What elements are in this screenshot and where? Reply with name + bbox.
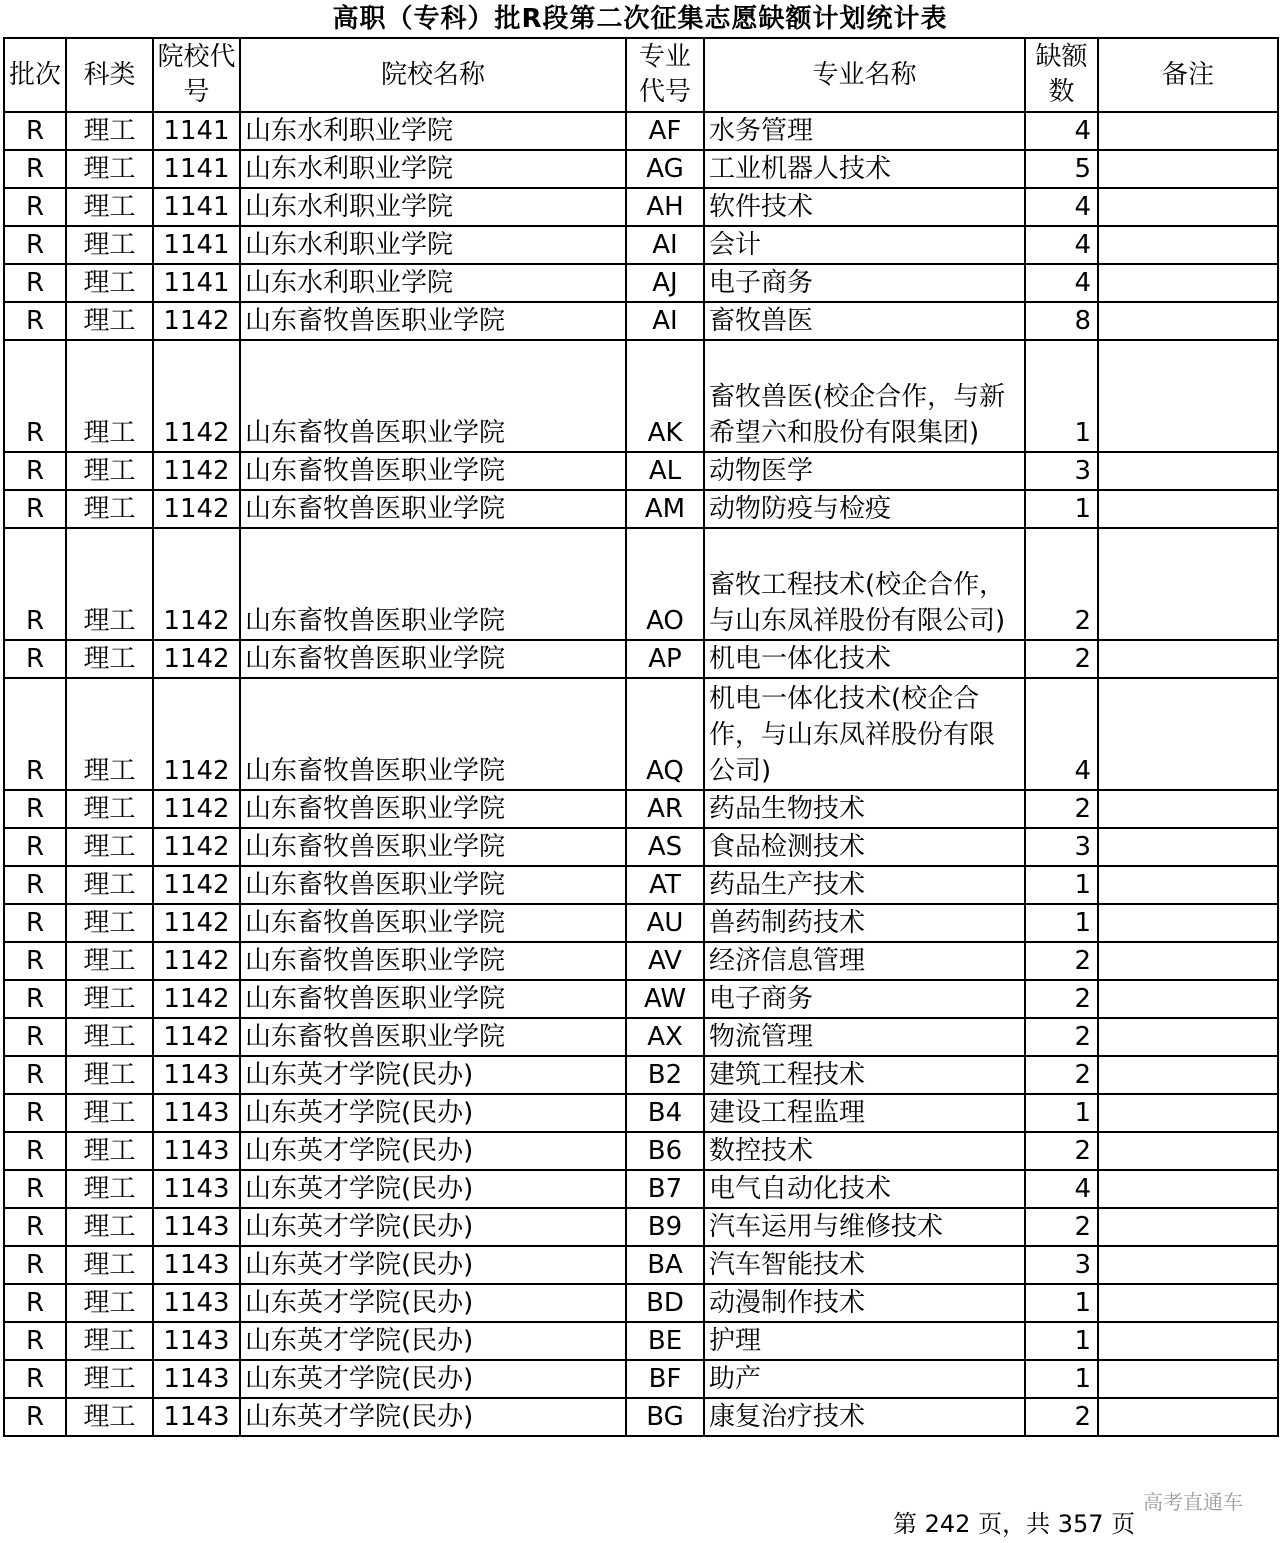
cell-school-name: 山东畜牧兽医职业学院: [240, 866, 626, 904]
cell-major-name: 汽车智能技术: [704, 1246, 1025, 1284]
table-row: [4, 1094, 1278, 1132]
cell-vacancies: 2: [1025, 640, 1098, 678]
cell-school-code: 1142: [153, 790, 240, 828]
table-row: [4, 1056, 1278, 1094]
cell-remarks: [1098, 264, 1278, 302]
cell-category: 理工: [66, 452, 153, 490]
cell-major-code: AR: [626, 790, 704, 828]
cell-batch: R: [4, 490, 66, 528]
cell-major-code: AT: [626, 866, 704, 904]
cell-major-name: 经济信息管理: [704, 942, 1025, 980]
cell-remarks: [1098, 112, 1278, 150]
cell-batch: R: [4, 1360, 66, 1398]
cell-school-name: 山东英才学院(民办): [240, 1208, 626, 1246]
cell-school-code: 1143: [153, 1246, 240, 1284]
cell-major-code: AM: [626, 490, 704, 528]
cell-school-name: 山东畜牧兽医职业学院: [240, 942, 626, 980]
cell-batch: R: [4, 528, 66, 640]
cell-major-code: BG: [626, 1398, 704, 1436]
cell-major-code: BE: [626, 1322, 704, 1360]
cell-school-name: 山东水利职业学院: [240, 112, 626, 150]
watermark: 高考直通车: [1143, 1490, 1243, 1514]
cell-remarks: [1098, 1322, 1278, 1360]
cell-major-name: 数控技术: [704, 1132, 1025, 1170]
cell-school-name: 山东水利职业学院: [240, 188, 626, 226]
cell-vacancies: 2: [1025, 1056, 1098, 1094]
cell-remarks: [1098, 866, 1278, 904]
cell-school-name: 山东水利职业学院: [240, 150, 626, 188]
table-row: [4, 112, 1278, 150]
cell-school-code: 1143: [153, 1208, 240, 1246]
cell-batch: R: [4, 678, 66, 790]
cell-major-code: AI: [626, 302, 704, 340]
cell-category: 理工: [66, 1246, 153, 1284]
cell-batch: R: [4, 340, 66, 452]
cell-vacancies: 1: [1025, 490, 1098, 528]
cell-major-name: 食品检测技术: [704, 828, 1025, 866]
cell-batch: R: [4, 188, 66, 226]
cell-school-code: 1141: [153, 150, 240, 188]
cell-school-name: 山东畜牧兽医职业学院: [240, 980, 626, 1018]
cell-vacancies: 2: [1025, 942, 1098, 980]
cell-school-name: 山东畜牧兽医职业学院: [240, 640, 626, 678]
cell-major-code: B2: [626, 1056, 704, 1094]
cell-remarks: [1098, 1208, 1278, 1246]
cell-category: 理工: [66, 790, 153, 828]
cell-batch: R: [4, 452, 66, 490]
table-row: [4, 640, 1278, 678]
table-row: [4, 790, 1278, 828]
cell-batch: R: [4, 1132, 66, 1170]
cell-remarks: [1098, 1132, 1278, 1170]
cell-category: 理工: [66, 1284, 153, 1322]
cell-major-code: AG: [626, 150, 704, 188]
cell-vacancies: 3: [1025, 1246, 1098, 1284]
cell-school-code: 1142: [153, 640, 240, 678]
cell-major-name: 水务管理: [704, 112, 1025, 150]
cell-vacancies: 2: [1025, 1208, 1098, 1246]
cell-batch: R: [4, 150, 66, 188]
cell-remarks: [1098, 640, 1278, 678]
header-remarks: 备注: [1098, 38, 1278, 112]
cell-major-code: AH: [626, 188, 704, 226]
cell-school-name: 山东畜牧兽医职业学院: [240, 452, 626, 490]
cell-category: 理工: [66, 678, 153, 790]
cell-major-name: 药品生物技术: [704, 790, 1025, 828]
cell-remarks: [1098, 1284, 1278, 1322]
cell-vacancies: 1: [1025, 1322, 1098, 1360]
cell-school-code: 1142: [153, 528, 240, 640]
cell-batch: R: [4, 302, 66, 340]
cell-remarks: [1098, 1246, 1278, 1284]
cell-batch: R: [4, 226, 66, 264]
cell-remarks: [1098, 226, 1278, 264]
cell-category: 理工: [66, 1132, 153, 1170]
cell-category: 理工: [66, 264, 153, 302]
cell-remarks: [1098, 678, 1278, 790]
cell-batch: R: [4, 1208, 66, 1246]
cell-major-name: 畜牧兽医(校企合作，与新希望六和股份有限集团): [704, 340, 1025, 452]
table-row: [4, 452, 1278, 490]
cell-major-name: 畜牧兽医: [704, 302, 1025, 340]
cell-school-code: 1142: [153, 340, 240, 452]
cell-school-code: 1141: [153, 264, 240, 302]
cell-vacancies: 4: [1025, 112, 1098, 150]
cell-major-code: AF: [626, 112, 704, 150]
cell-category: 理工: [66, 1208, 153, 1246]
cell-major-name: 物流管理: [704, 1018, 1025, 1056]
cell-school-code: 1142: [153, 828, 240, 866]
cell-category: 理工: [66, 980, 153, 1018]
cell-major-code: AQ: [626, 678, 704, 790]
cell-major-code: B7: [626, 1170, 704, 1208]
table-row: [4, 828, 1278, 866]
table-row: [4, 150, 1278, 188]
cell-major-code: AJ: [626, 264, 704, 302]
cell-batch: R: [4, 640, 66, 678]
table-row: [4, 1246, 1278, 1284]
cell-batch: R: [4, 866, 66, 904]
cell-major-name: 会计: [704, 226, 1025, 264]
cell-vacancies: 3: [1025, 828, 1098, 866]
table-row: [4, 1018, 1278, 1056]
cell-major-code: AV: [626, 942, 704, 980]
cell-remarks: [1098, 1094, 1278, 1132]
table-row: [4, 1322, 1278, 1360]
cell-major-code: AU: [626, 904, 704, 942]
vacancy-table: [3, 37, 1279, 1437]
cell-major-name: 助产: [704, 1360, 1025, 1398]
cell-batch: R: [4, 112, 66, 150]
cell-batch: R: [4, 828, 66, 866]
cell-category: 理工: [66, 490, 153, 528]
cell-major-code: BF: [626, 1360, 704, 1398]
cell-school-name: 山东英才学院(民办): [240, 1284, 626, 1322]
cell-category: 理工: [66, 302, 153, 340]
cell-vacancies: 3: [1025, 452, 1098, 490]
table-row: [4, 866, 1278, 904]
cell-major-code: BA: [626, 1246, 704, 1284]
cell-major-code: AS: [626, 828, 704, 866]
cell-batch: R: [4, 1322, 66, 1360]
cell-major-name: 康复治疗技术: [704, 1398, 1025, 1436]
table-row: [4, 1284, 1278, 1322]
cell-school-code: 1142: [153, 980, 240, 1018]
cell-school-code: 1142: [153, 302, 240, 340]
cell-major-code: AI: [626, 226, 704, 264]
cell-school-code: 1141: [153, 226, 240, 264]
cell-school-name: 山东畜牧兽医职业学院: [240, 302, 626, 340]
header-major-name: 专业名称: [704, 38, 1025, 112]
cell-major-code: B9: [626, 1208, 704, 1246]
table-row: [4, 678, 1278, 790]
cell-remarks: [1098, 188, 1278, 226]
cell-major-code: AP: [626, 640, 704, 678]
cell-school-code: 1143: [153, 1170, 240, 1208]
cell-batch: R: [4, 1246, 66, 1284]
cell-vacancies: 4: [1025, 678, 1098, 790]
cell-remarks: [1098, 528, 1278, 640]
cell-remarks: [1098, 1018, 1278, 1056]
cell-school-code: 1142: [153, 866, 240, 904]
cell-major-code: AX: [626, 1018, 704, 1056]
header-major-code: 专业代号: [626, 38, 704, 112]
cell-school-name: 山东畜牧兽医职业学院: [240, 790, 626, 828]
cell-remarks: [1098, 302, 1278, 340]
cell-vacancies: 4: [1025, 1170, 1098, 1208]
cell-remarks: [1098, 828, 1278, 866]
cell-remarks: [1098, 340, 1278, 452]
table-row: [4, 226, 1278, 264]
cell-vacancies: 4: [1025, 226, 1098, 264]
table-row: [4, 528, 1278, 640]
cell-school-name: 山东畜牧兽医职业学院: [240, 1018, 626, 1056]
cell-batch: R: [4, 1018, 66, 1056]
table-row: [4, 490, 1278, 528]
cell-school-name: 山东英才学院(民办): [240, 1322, 626, 1360]
cell-school-code: 1143: [153, 1322, 240, 1360]
cell-major-code: AW: [626, 980, 704, 1018]
cell-vacancies: 2: [1025, 528, 1098, 640]
cell-school-name: 山东畜牧兽医职业学院: [240, 904, 626, 942]
cell-major-code: B4: [626, 1094, 704, 1132]
cell-school-name: 山东畜牧兽医职业学院: [240, 528, 626, 640]
cell-vacancies: 5: [1025, 150, 1098, 188]
table-row: [4, 340, 1278, 452]
cell-batch: R: [4, 1056, 66, 1094]
cell-school-name: 山东英才学院(民办): [240, 1170, 626, 1208]
cell-remarks: [1098, 1398, 1278, 1436]
cell-school-code: 1143: [153, 1284, 240, 1322]
cell-category: 理工: [66, 904, 153, 942]
cell-major-name: 工业机器人技术: [704, 150, 1025, 188]
cell-remarks: [1098, 980, 1278, 1018]
cell-category: 理工: [66, 1322, 153, 1360]
cell-school-name: 山东英才学院(民办): [240, 1246, 626, 1284]
cell-school-code: 1143: [153, 1398, 240, 1436]
cell-remarks: [1098, 490, 1278, 528]
cell-school-code: 1142: [153, 904, 240, 942]
cell-category: 理工: [66, 1056, 153, 1094]
cell-major-name: 汽车运用与维修技术: [704, 1208, 1025, 1246]
cell-remarks: [1098, 452, 1278, 490]
page-footer: 第 242 页，共 357 页: [893, 1510, 1136, 1538]
cell-major-name: 动物医学: [704, 452, 1025, 490]
cell-category: 理工: [66, 1360, 153, 1398]
cell-school-code: 1143: [153, 1094, 240, 1132]
header-school-name: 院校名称: [240, 38, 626, 112]
cell-school-name: 山东英才学院(民办): [240, 1094, 626, 1132]
cell-remarks: [1098, 150, 1278, 188]
table-row: [4, 1170, 1278, 1208]
cell-school-name: 山东英才学院(民办): [240, 1132, 626, 1170]
cell-remarks: [1098, 1360, 1278, 1398]
cell-school-name: 山东水利职业学院: [240, 226, 626, 264]
cell-category: 理工: [66, 640, 153, 678]
table-row: [4, 1360, 1278, 1398]
cell-school-name: 山东畜牧兽医职业学院: [240, 678, 626, 790]
cell-school-code: 1143: [153, 1056, 240, 1094]
cell-remarks: [1098, 790, 1278, 828]
cell-category: 理工: [66, 1170, 153, 1208]
cell-major-name: 建设工程监理: [704, 1094, 1025, 1132]
cell-major-name: 畜牧工程技术(校企合作，与山东凤祥股份有限公司): [704, 528, 1025, 640]
cell-vacancies: 2: [1025, 1018, 1098, 1056]
cell-school-name: 山东水利职业学院: [240, 264, 626, 302]
cell-vacancies: 2: [1025, 790, 1098, 828]
cell-major-name: 护理: [704, 1322, 1025, 1360]
cell-category: 理工: [66, 866, 153, 904]
cell-batch: R: [4, 1398, 66, 1436]
cell-category: 理工: [66, 828, 153, 866]
table-row: [4, 1132, 1278, 1170]
table-row: [4, 188, 1278, 226]
cell-school-code: 1141: [153, 188, 240, 226]
cell-vacancies: 8: [1025, 302, 1098, 340]
cell-category: 理工: [66, 150, 153, 188]
cell-category: 理工: [66, 942, 153, 980]
cell-major-name: 电子商务: [704, 264, 1025, 302]
header-batch: 批次: [4, 38, 66, 112]
cell-vacancies: 1: [1025, 1094, 1098, 1132]
header-category: 科类: [66, 38, 153, 112]
cell-school-code: 1142: [153, 942, 240, 980]
cell-remarks: [1098, 942, 1278, 980]
table-row: [4, 302, 1278, 340]
cell-school-code: 1142: [153, 490, 240, 528]
table-row: [4, 904, 1278, 942]
cell-batch: R: [4, 1094, 66, 1132]
cell-category: 理工: [66, 1094, 153, 1132]
table-row: [4, 980, 1278, 1018]
cell-major-name: 软件技术: [704, 188, 1025, 226]
cell-vacancies: 2: [1025, 1132, 1098, 1170]
cell-vacancies: 1: [1025, 1284, 1098, 1322]
cell-batch: R: [4, 942, 66, 980]
cell-major-code: AO: [626, 528, 704, 640]
cell-category: 理工: [66, 226, 153, 264]
header-school-code: 院校代号: [153, 38, 240, 112]
table-body: [4, 112, 1278, 1436]
cell-category: 理工: [66, 528, 153, 640]
cell-school-name: 山东畜牧兽医职业学院: [240, 490, 626, 528]
cell-vacancies: 4: [1025, 264, 1098, 302]
header-vacancies: 缺额数: [1025, 38, 1098, 112]
cell-major-name: 动物防疫与检疫: [704, 490, 1025, 528]
cell-school-name: 山东英才学院(民办): [240, 1056, 626, 1094]
cell-major-name: 建筑工程技术: [704, 1056, 1025, 1094]
cell-major-name: 机电一体化技术: [704, 640, 1025, 678]
table-row: [4, 1398, 1278, 1436]
cell-school-name: 山东畜牧兽医职业学院: [240, 828, 626, 866]
cell-major-name: 机电一体化技术(校企合作，与山东凤祥股份有限公司): [704, 678, 1025, 790]
cell-batch: R: [4, 1170, 66, 1208]
cell-school-name: 山东英才学院(民办): [240, 1360, 626, 1398]
cell-school-code: 1142: [153, 452, 240, 490]
cell-category: 理工: [66, 340, 153, 452]
cell-major-name: 动漫制作技术: [704, 1284, 1025, 1322]
cell-vacancies: 1: [1025, 1360, 1098, 1398]
cell-major-name: 电气自动化技术: [704, 1170, 1025, 1208]
cell-major-name: 药品生产技术: [704, 866, 1025, 904]
cell-vacancies: 2: [1025, 980, 1098, 1018]
cell-major-name: 电子商务: [704, 980, 1025, 1018]
table-row: [4, 942, 1278, 980]
table-row: [4, 1208, 1278, 1246]
cell-major-name: 兽药制药技术: [704, 904, 1025, 942]
cell-school-name: 山东英才学院(民办): [240, 1398, 626, 1436]
cell-category: 理工: [66, 112, 153, 150]
cell-remarks: [1098, 1056, 1278, 1094]
cell-school-code: 1143: [153, 1132, 240, 1170]
cell-school-code: 1142: [153, 678, 240, 790]
cell-category: 理工: [66, 188, 153, 226]
cell-school-code: 1142: [153, 1018, 240, 1056]
page-title: 高职（专科）批R段第二次征集志愿缺额计划统计表: [332, 4, 948, 34]
table-row: [4, 264, 1278, 302]
cell-school-name: 山东畜牧兽医职业学院: [240, 340, 626, 452]
cell-school-code: 1143: [153, 1360, 240, 1398]
cell-batch: R: [4, 1284, 66, 1322]
cell-vacancies: 2: [1025, 1398, 1098, 1436]
table-header-row: [4, 38, 1278, 112]
cell-vacancies: 4: [1025, 188, 1098, 226]
cell-vacancies: 1: [1025, 340, 1098, 452]
cell-batch: R: [4, 980, 66, 1018]
cell-major-code: B6: [626, 1132, 704, 1170]
cell-vacancies: 1: [1025, 904, 1098, 942]
cell-major-code: AK: [626, 340, 704, 452]
cell-major-code: BD: [626, 1284, 704, 1322]
cell-category: 理工: [66, 1398, 153, 1436]
cell-batch: R: [4, 904, 66, 942]
cell-remarks: [1098, 904, 1278, 942]
cell-category: 理工: [66, 1018, 153, 1056]
cell-batch: R: [4, 790, 66, 828]
cell-remarks: [1098, 1170, 1278, 1208]
cell-school-code: 1141: [153, 112, 240, 150]
cell-major-code: AL: [626, 452, 704, 490]
cell-vacancies: 1: [1025, 866, 1098, 904]
cell-batch: R: [4, 264, 66, 302]
